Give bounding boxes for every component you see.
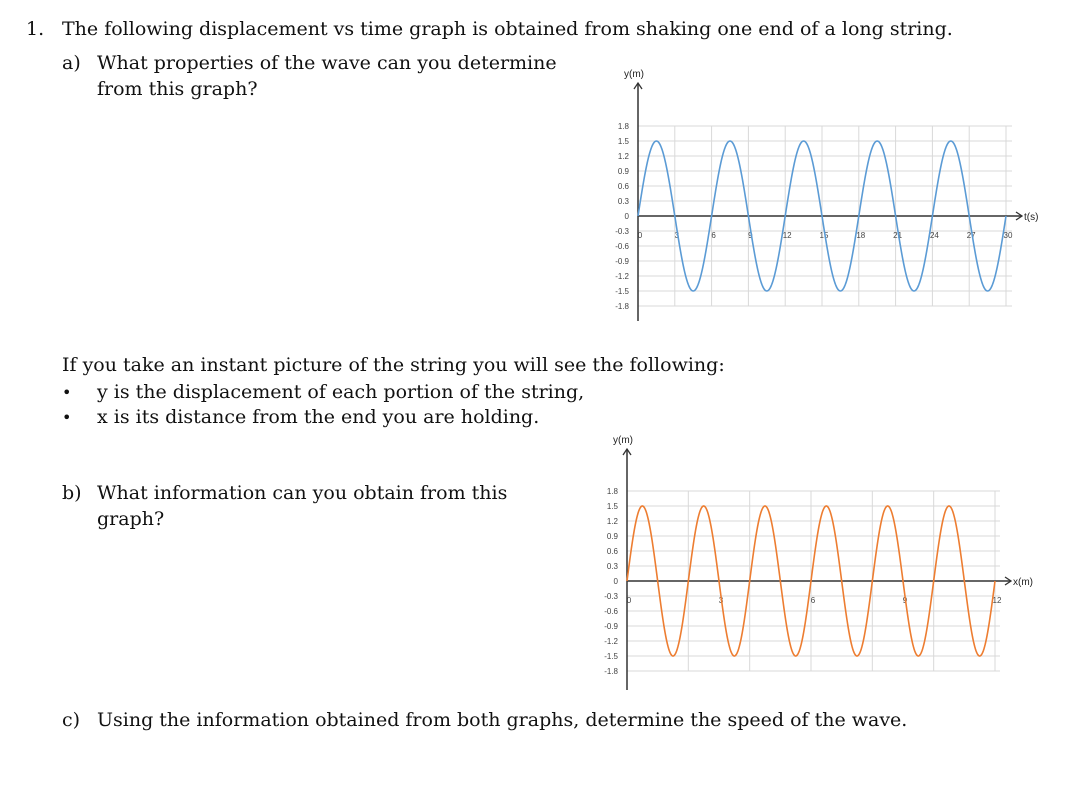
y-tick-label: 1.2 — [606, 517, 618, 526]
y-tick-label: -0.9 — [615, 257, 629, 266]
x-tick-label: 6 — [711, 231, 716, 240]
x-tick-label: 18 — [856, 231, 866, 240]
part-a-label: a) — [62, 52, 81, 74]
instant-picture-text: If you take an instant picture of the string you will see the following: — [62, 354, 725, 376]
y-tick-label: 0.6 — [606, 547, 618, 556]
y-tick-label: -0.6 — [615, 242, 629, 251]
y-tick-label: -1.5 — [615, 287, 629, 296]
x-tick-label: 0 — [637, 231, 643, 240]
x-tick-label: 21 — [893, 231, 903, 240]
part-c-text: Using the information obtained from both graphs, determine the speed of the wave. — [97, 709, 908, 731]
y-tick-label: 0 — [624, 212, 629, 221]
part-c-label: c) — [62, 709, 81, 731]
part-b-label: b) — [62, 482, 82, 504]
x-tick-label: 0 — [626, 596, 632, 605]
y-tick-label: 0.9 — [617, 167, 629, 176]
part-a-text-line1: What properties of the wave can you determine — [97, 52, 557, 74]
y-tick-label: 0.3 — [606, 562, 618, 571]
bullet-item-y: y is the displacement of each portion of the string, — [97, 381, 585, 403]
y-tick-label: -1.5 — [604, 652, 618, 661]
x-tick-label: 15 — [819, 231, 829, 240]
x-tick-label: 12 — [992, 596, 1002, 605]
x-tick-label: 24 — [929, 231, 939, 240]
y-tick-label: 1.8 — [606, 487, 618, 496]
y-tick-label: -1.2 — [604, 637, 618, 646]
x-tick-label: 12 — [782, 231, 792, 240]
y-tick-label: 0.6 — [617, 182, 629, 191]
y-tick-label: -0.9 — [604, 622, 618, 631]
x-tick-label: 3 — [674, 231, 680, 240]
question-number: 1. — [26, 18, 45, 40]
bullet-marker: • — [62, 408, 72, 427]
part-b-text-line1: What information can you obtain from this — [97, 482, 508, 504]
x-tick-label: 9 — [748, 231, 753, 240]
x-tick-label: 30 — [1003, 231, 1013, 240]
y-tick-label: 1.2 — [617, 152, 629, 161]
part-b-text-line2: graph? — [97, 508, 165, 530]
y-tick-label: 0.9 — [606, 532, 618, 541]
y-axis-label: y(m) — [624, 69, 644, 80]
x-tick-label: 6 — [810, 596, 816, 605]
y-axis-label: y(m) — [613, 435, 633, 446]
x-axis-label: t(s) — [1024, 212, 1039, 223]
question-intro: The following displacement vs time graph is obtained from shaking one end of a long string. — [62, 18, 953, 40]
y-tick-label: 0.3 — [617, 197, 629, 206]
y-tick-label: 0 — [613, 577, 618, 586]
x-tick-label: 27 — [966, 231, 976, 240]
y-tick-label: 1.5 — [617, 137, 629, 146]
x-axis-label: x(m) — [1013, 577, 1033, 588]
bullet-marker: • — [62, 383, 72, 402]
y-tick-label: -0.3 — [615, 227, 629, 236]
y-tick-label: -1.2 — [615, 272, 629, 281]
y-tick-label: 1.8 — [617, 122, 629, 131]
y-tick-label: 1.5 — [606, 502, 618, 511]
x-tick-label: 3 — [718, 596, 724, 605]
x-tick-label: 9 — [902, 596, 908, 605]
y-tick-label: -0.6 — [604, 607, 618, 616]
y-tick-label: -1.8 — [604, 667, 618, 676]
bullet-item-x: x is its distance from the end you are holding. — [97, 406, 540, 428]
part-a-text-line2: from this graph? — [97, 78, 258, 100]
y-tick-label: -0.3 — [604, 592, 618, 601]
y-tick-label: -1.8 — [615, 302, 629, 311]
